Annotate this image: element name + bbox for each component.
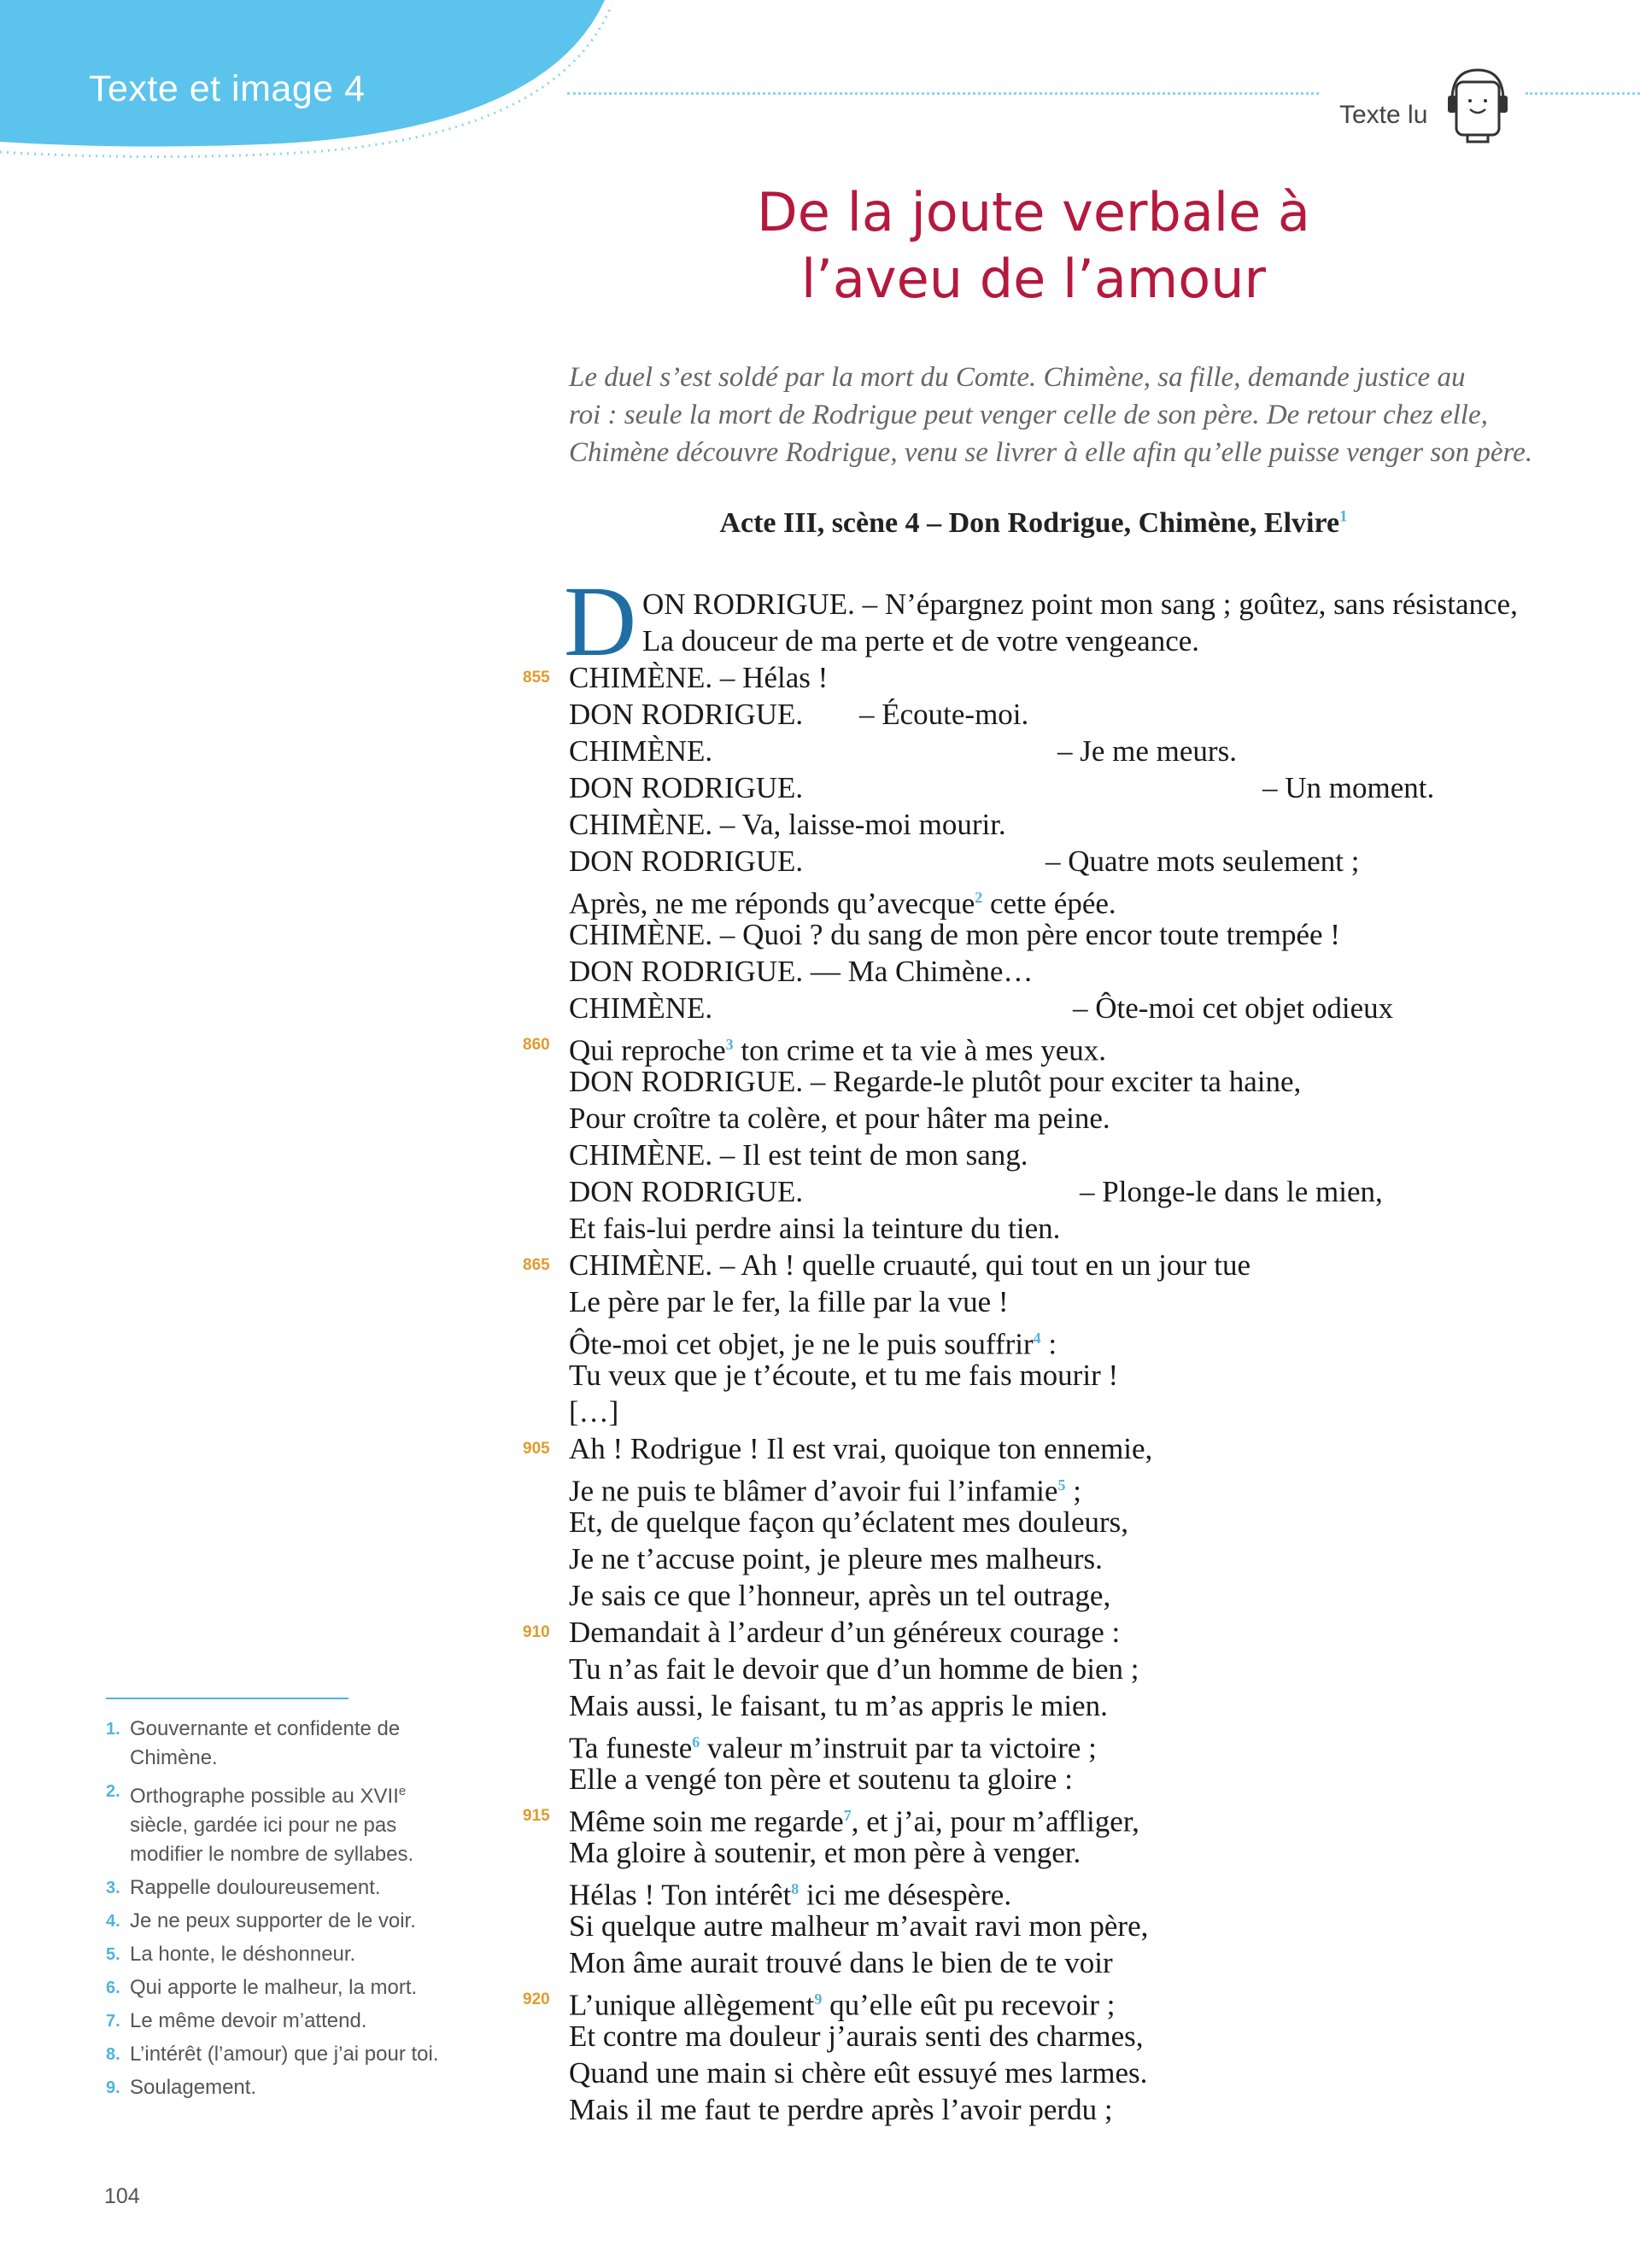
verse-line: Pour croître ta colère, et pour hâter ma peine. [569,1102,1110,1135]
footnote-ref-9[interactable]: 9 [814,1990,823,2008]
footnote-ref-8[interactable]: 8 [791,1880,800,1897]
verse-line: Mais il me faut te perdre après l’avoir perdu ; [569,2093,1113,2126]
intro-line-1: Le duel s’est soldé par la mort du Comte. Chimène, sa fille, demande justice au [569,362,1466,393]
verse-line: Après, ne me réponds qu’avecque$^2$ cette épée. [569,886,1116,921]
footnote-1: 1. Gouvernante et confidente de Chimène. [106,1717,401,1769]
footnote-9: 9. Soulagement. [106,2076,257,2099]
scene-heading-text: Acte III, scène 4 – Don Rodrigue, Chimène, Elvire [719,507,1340,539]
verse-line: CHIMÈNE. – Je me meurs. [569,734,1237,768]
verse-line: Et, de quelque façon qu’éclatent mes douleurs, [569,1505,1129,1539]
play-text [512,586,1538,2128]
footnote-3: 3. Rappelle douloureusement. [106,1876,381,1899]
intro-line-3: Chimène découvre Rodrigue, venu se livrer à elle afin qu’elle puisse venger son père. [569,437,1533,468]
verse-line: […] [569,1395,619,1429]
verse-line: DON RODRIGUE. – Écoute-moi. [569,698,1029,731]
intro-paragraph [569,359,1533,471]
verse-line: Je ne t’accuse point, je pleure mes malheurs. [569,1542,1103,1575]
verse-line: 855 CHIMÈNE. – Hélas ! [523,661,829,694]
verse-line: Je ne puis te blâmer d’avoir fui l’infamie$^5$ ; [569,1474,1081,1508]
verse-line: 860 Qui reproche$^3$ ton crime et ta vie à mes yeux. [512,1026,1538,1063]
verse-line: Si quelque autre malheur m’avait ravi mon père, [569,1909,1149,1943]
footnote-4: 4. Je ne peux supporter de le voir. [106,1909,416,1932]
header-divider-left [567,92,1319,95]
footnote-ref-7[interactable]: 7 [843,1807,852,1824]
verse-line: Ôte-moi cet objet, je ne le puis souffrir$^4$ : [569,1327,1057,1361]
verse-line: Quand une main si chère eût essuyé mes larmes. [569,2056,1148,2090]
verse-line: Ta funeste$^6$ valeur m’instruit par ta victoire ; [569,1731,1097,1765]
footnote-ref-2[interactable]: 2 [975,889,983,906]
footnote-8: 8. L’intérêt (l’amour) que j’ai pour toi. [106,2043,439,2066]
title-line-1: De la joute verbale à [757,181,1310,243]
footnote-ref-3[interactable]: 3 [725,1036,734,1053]
verse-line: DON RODRIGUE. – Regarde-le plutôt pour exciter ta haine, [569,1065,1302,1098]
verse-line: 910 Demandait à l’ardeur d’un généreux courage : [523,1616,1121,1649]
verse-line: Tu veux que je t’écoute, et tu me fais mourir ! [569,1359,1119,1392]
verse-line: CHIMÈNE. – Quoi ? du sang de mon père encor toute trempée ! [569,918,1340,951]
line-number: 865 [523,1256,550,1274]
verse-line: Elle a vengé ton père et soutenu ta gloire : [569,1762,1073,1796]
line-number: 910 [523,1623,550,1641]
intro-line-2: roi : seule la mort de Rodrigue peut venger celle de son père. De retour chez elle, [569,400,1488,430]
verse-line: Tu n’as fait le devoir que d’un homme de bien ; [569,1652,1139,1686]
verse-line: Je sais ce que l’honneur, après un tel outrage, [569,1579,1111,1612]
line-number: 915 [523,1807,550,1825]
header-divider-right [1526,92,1640,95]
page-title [564,179,1503,313]
footnote-5: 5. La honte, le déshonneur. [106,1943,356,1966]
footnote-ref-4[interactable]: 4 [1033,1330,1041,1347]
audio-label[interactable]: Texte lu [1339,101,1428,129]
verse-line: 865 CHIMÈNE. – Ah ! quelle cruauté, qui tout en un jour tue [523,1248,1251,1282]
headphones-icon[interactable] [1444,67,1512,143]
footnote-ref-5[interactable]: 5 [1057,1476,1066,1493]
verse-line: La douceur de ma perte et de votre vengeance. [642,624,1200,658]
footnote-ref-1[interactable]: 1 [1339,507,1348,526]
verse-line: Mais aussi, le faisant, tu m’as appris le mien. [569,1689,1108,1722]
verse-line: CHIMÈNE. – Ôte-moi cet objet odieux [569,991,1394,1025]
footnote-ref-6[interactable]: 6 [692,1733,700,1751]
verse-line: Le père par le fer, la fille par la vue ! [569,1285,1009,1318]
line-number: 905 [523,1440,550,1458]
footnote-6: 6. Qui apporte le malheur, la mort. [106,1976,418,1999]
verse-line: DON RODRIGUE. – Plonge-le dans le mien, [569,1175,1383,1208]
verse-line: 920 L’unique allègement$^9$ qu’elle eût pu recevoir ; [512,1981,1538,2018]
verse-line: 905 Ah ! Rodrigue ! Il est vrai, quoique ton ennemie, [523,1432,1153,1465]
footnote-7: 7. Le même devoir m’attend. [106,2009,367,2032]
footnote-2: 2. Orthographe possible au XVIIe siècle, gardée ici pour ne pas modifier le nombre de syllabes. [106,1782,414,1866]
verse-line: DON RODRIGUE. – Un moment. [569,771,1435,804]
line-number: 860 [523,1036,550,1054]
section-tab-label: Texte et image 4 [89,68,366,109]
line-number: 855 [523,669,550,687]
footnotes-divider [106,1698,348,1699]
verse-line: DON RODRIGUE. — Ma Chimène… [569,955,1034,988]
footnotes [106,1715,465,2107]
scene-heading [564,507,1503,540]
verse-line: Et contre ma douleur j’aurais senti des charmes, [569,2020,1144,2053]
verse-line: 915 Même soin me regarde$^7$, et j’ai, pour m’affliger, [512,1797,1538,1834]
drop-cap: D [564,565,637,677]
verse-line: Hélas ! Ton intérêt$^8$ ici me désespère. [569,1878,1012,1912]
verse-line: Ma gloire à soutenir, et mon père à venger. [569,1836,1081,1869]
verse-line: CHIMÈNE. – Il est teint de mon sang. [569,1138,1028,1172]
title-line-2: l’aveu de l’amour [800,248,1266,310]
page-number: 104 [104,2184,140,2208]
verse-line: DON RODRIGUE. – Quatre mots seulement ; [569,845,1360,878]
verse-line: Et fais-lui perdre ainsi la teinture du tien. [569,1212,1061,1245]
verse-line: CHIMÈNE. – Va, laisse-moi mourir. [569,808,1006,841]
verse-line: Mon âme aurait trouvé dans le bien de te voir [569,1946,1113,1979]
line-number: 920 [523,1990,550,2008]
verse-line: ON RODRIGUE. – N’épargnez point mon sang ; goûtez, sans résistance, [642,587,1518,621]
